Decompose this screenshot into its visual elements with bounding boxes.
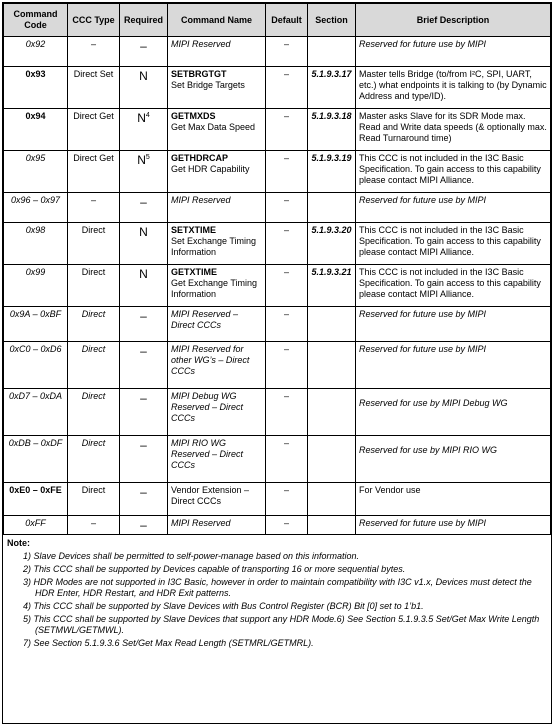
brief-description: For Vendor use (359, 485, 421, 495)
command-name-cell (168, 193, 266, 223)
command-code: 0x98 (25, 225, 46, 235)
section-cell (308, 37, 356, 67)
command-mnemonic: GETMXDS (171, 111, 216, 121)
col-header: CCC Type (68, 4, 120, 37)
ccc-type-cell (68, 389, 120, 436)
description-cell (356, 483, 551, 516)
brief-description: Reserved for use by MIPI RIO WG (359, 445, 498, 455)
section-cell (308, 342, 356, 389)
section-cell (308, 436, 356, 483)
command-name: MIPI Reserved (171, 195, 231, 205)
required-cell (120, 516, 168, 535)
required-value: – (140, 344, 147, 358)
command-name-cell (168, 516, 266, 535)
ccc-type: – (90, 195, 96, 205)
default-cell (266, 67, 308, 109)
default-cell (266, 483, 308, 516)
ccc-type: Direct (81, 485, 106, 495)
command-code: 0xFF (25, 518, 46, 528)
brief-description: This CCC is not included in the I3C Basic Specification. To gain access to this capability please contact MIPI Alliance. (359, 153, 541, 185)
ccc-type-cell (68, 109, 120, 151)
footnote-ref: 4 (145, 112, 150, 119)
section-cell (308, 516, 356, 535)
table-row (4, 265, 551, 307)
ccc-type-cell (68, 516, 120, 535)
brief-description: Reserved for future use by MIPI (359, 344, 487, 354)
command-name-cell (168, 389, 266, 436)
ccc-type: – (90, 39, 96, 49)
table-row (4, 37, 551, 67)
description-cell (356, 193, 551, 223)
command-name: Set Bridge Targets (171, 80, 245, 90)
ccc-type-cell (68, 37, 120, 67)
ccc-type-cell (68, 307, 120, 342)
command-mnemonic: SETBRGTGT (171, 69, 227, 79)
required-cell (120, 193, 168, 223)
brief-description: Reserved for future use by MIPI (359, 195, 487, 205)
note-item: 4) This CCC shall be supported by Slave Devices with Bus Control Register (BCR) Bit [0] set to 1’b1. (23, 601, 424, 611)
ccc-type: Direct (81, 309, 106, 319)
description-cell (356, 389, 551, 436)
command-code: 0xDB – 0xDF (8, 438, 63, 448)
default-value: – (283, 485, 289, 495)
command-code-cell (4, 193, 68, 223)
col-header: Required (120, 4, 168, 37)
default-cell (266, 193, 308, 223)
table-row (4, 483, 551, 516)
required-value: N (139, 267, 148, 281)
required-cell (120, 37, 168, 67)
footnote-ref: 5 (145, 154, 150, 161)
command-code: 0xD7 – 0xDA (8, 391, 63, 401)
table-row (4, 193, 551, 223)
required-value: N (139, 69, 148, 83)
command-code: 0x95 (25, 153, 46, 163)
command-code-cell (4, 265, 68, 307)
required-cell (120, 483, 168, 516)
command-name-cell (168, 151, 266, 193)
table-row (4, 223, 551, 265)
table-row (4, 342, 551, 389)
required-cell (120, 307, 168, 342)
ccc-type-cell (68, 151, 120, 193)
section-cell (308, 109, 356, 151)
command-name: MIPI Reserved (171, 39, 231, 49)
default-value: – (283, 39, 289, 49)
default-value: – (283, 111, 289, 121)
ccc-type-cell (68, 265, 120, 307)
ccc-type: – (90, 518, 96, 528)
default-value: – (283, 309, 289, 319)
command-code-cell (4, 307, 68, 342)
section-ref: 5.1.9.3.19 (311, 153, 352, 163)
command-code-cell (4, 342, 68, 389)
command-name-cell (168, 342, 266, 389)
brief-description: Reserved for future use by MIPI (359, 39, 487, 49)
brief-description: Master tells Bridge (to/from I²C, SPI, UART, etc.) what endpoints it is talking to (by Dynamic Address and type/ID). (359, 69, 547, 101)
command-name-cell (168, 109, 266, 151)
command-code: 0xC0 – 0xD6 (9, 344, 62, 354)
ccc-type-cell (68, 342, 120, 389)
note-item: 7) See Section 5.1.9.3.6 Set/Get Max Read Length (SETMRL/GETMRL). (23, 638, 314, 648)
default-value: – (283, 344, 289, 354)
command-mnemonic: SETXTIME (171, 225, 217, 235)
description-cell (356, 265, 551, 307)
default-value: – (283, 69, 289, 79)
col-header: Command Code (4, 4, 68, 37)
command-name: MIPI Reserved – Direct CCCs (171, 309, 239, 330)
default-cell (266, 151, 308, 193)
section-cell (308, 193, 356, 223)
section-cell (308, 151, 356, 193)
description-cell (356, 516, 551, 535)
command-name-cell (168, 307, 266, 342)
col-header: Section (308, 4, 356, 37)
required-value: – (140, 391, 147, 405)
ccc-type-cell (68, 193, 120, 223)
command-name-cell (168, 436, 266, 483)
default-cell (266, 109, 308, 151)
command-code-cell (4, 223, 68, 265)
default-value: – (283, 518, 289, 528)
default-value: – (283, 438, 289, 448)
default-value: – (283, 391, 289, 401)
brief-description: Reserved for future use by MIPI (359, 309, 487, 319)
spacer (359, 438, 547, 445)
default-cell (266, 342, 308, 389)
required-cell (120, 265, 168, 307)
command-name: Get Max Data Speed (171, 122, 256, 132)
command-code: 0x94 (25, 111, 46, 121)
description-cell (356, 307, 551, 342)
default-cell (266, 436, 308, 483)
command-name-cell (168, 265, 266, 307)
required-value: – (140, 39, 147, 53)
ccc-type-cell (68, 67, 120, 109)
command-mnemonic: GETHDRCAP (171, 153, 229, 163)
command-code-cell (4, 37, 68, 67)
description-cell (356, 109, 551, 151)
table-row (4, 307, 551, 342)
section-cell (308, 265, 356, 307)
section-ref: 5.1.9.3.20 (311, 225, 352, 235)
command-code-cell (4, 389, 68, 436)
default-cell (266, 516, 308, 535)
command-code: 0xE0 – 0xFE (9, 485, 62, 495)
ccc-type: Direct (81, 225, 106, 235)
ccc-table (3, 3, 551, 535)
section-cell (308, 67, 356, 109)
ccc-type: Direct (81, 344, 106, 354)
col-header: Brief Description (356, 4, 551, 37)
section-cell (308, 483, 356, 516)
ccc-type: Direct Get (73, 153, 114, 163)
notes-title: Note: (7, 538, 30, 548)
ccc-type-cell (68, 223, 120, 265)
brief-description: This CCC is not included in the I3C Basic Specification. To gain access to this capability please contact MIPI Alliance. (359, 225, 541, 257)
command-name-cell (168, 37, 266, 67)
table-body (4, 37, 551, 535)
required-cell (120, 223, 168, 265)
ccc-type: Direct (81, 438, 106, 448)
command-code-cell (4, 151, 68, 193)
section-cell (308, 389, 356, 436)
ccc-table-page (2, 2, 552, 724)
brief-description: Reserved for use by MIPI Debug WG (359, 398, 508, 408)
required-value: – (140, 485, 147, 499)
table-row (4, 389, 551, 436)
description-cell (356, 223, 551, 265)
default-value: – (283, 153, 289, 163)
note-item: 3) HDR Modes are not supported in I3C Basic, however in order to maintain compatibility with I3C v1.x, Devices must detect the HDR Enter, HDR Restart, and HDR Exit patterns. (23, 577, 532, 598)
description-cell (356, 37, 551, 67)
command-mnemonic: GETXTIME (171, 267, 218, 277)
default-cell (266, 223, 308, 265)
table-header (4, 4, 551, 37)
required-value: – (140, 518, 147, 532)
required-cell (120, 67, 168, 109)
command-name-cell (168, 483, 266, 516)
table-row (4, 151, 551, 193)
brief-description: Reserved for future use by MIPI (359, 518, 487, 528)
brief-description: This CCC is not included in the I3C Basic Specification. To gain access to this capability please contact MIPI Alliance. (359, 267, 541, 299)
required-value: N (137, 153, 146, 167)
command-code-cell (4, 436, 68, 483)
col-header: Command Name (168, 4, 266, 37)
command-code-cell (4, 516, 68, 535)
required-cell (120, 109, 168, 151)
table-row (4, 67, 551, 109)
command-name-cell (168, 67, 266, 109)
note-item: 2) This CCC shall be supported by Devices capable of transporting 16 or more sequential bytes. (23, 564, 406, 574)
required-cell (120, 389, 168, 436)
ccc-type-cell (68, 436, 120, 483)
command-code: 0x99 (25, 267, 46, 277)
command-name: MIPI Debug WG Reserved – Direct CCCs (171, 391, 244, 423)
table-row (4, 109, 551, 151)
command-code-cell (4, 67, 68, 109)
brief-description: Master asks Slave for its SDR Mode max. Read and Write data speeds (& optionally max. Read Turnaround time) (359, 111, 547, 143)
description-cell (356, 67, 551, 109)
col-header: Default (266, 4, 308, 37)
required-value: – (140, 195, 147, 209)
table-row (4, 436, 551, 483)
ccc-type: Direct (81, 267, 106, 277)
default-cell (266, 389, 308, 436)
ccc-type-cell (68, 483, 120, 516)
section-ref: 5.1.9.3.21 (311, 267, 352, 277)
command-name: Get HDR Capability (171, 164, 250, 174)
section-ref: 5.1.9.3.17 (311, 69, 352, 79)
ccc-type: Direct Set (73, 69, 114, 79)
command-code: 0x96 – 0x97 (10, 195, 61, 205)
command-code: 0x92 (25, 39, 46, 49)
spacer (359, 391, 547, 398)
note-item: 1) Slave Devices shall be permitted to self-power-manage based on this information. (23, 551, 360, 561)
default-cell (266, 37, 308, 67)
default-value: – (283, 225, 289, 235)
required-cell (120, 151, 168, 193)
ccc-type: Direct (81, 391, 106, 401)
required-value: N (139, 225, 148, 239)
section-cell (308, 307, 356, 342)
command-code: 0x9A – 0xBF (9, 309, 62, 319)
command-name: MIPI RIO WG Reserved – Direct CCCs (171, 438, 244, 470)
command-code-cell (4, 483, 68, 516)
table-row (4, 516, 551, 535)
required-cell (120, 436, 168, 483)
command-code: 0x93 (25, 69, 46, 79)
required-value: – (140, 438, 147, 452)
note-item: 5) This CCC shall be supported by Slave Devices that support any HDR Mode.6) See Section 5.1.9.3.5 Set/Get Max Write Length (SETMWL/GETMWL). (23, 614, 540, 635)
default-value: – (283, 195, 289, 205)
default-cell (266, 307, 308, 342)
description-cell (356, 151, 551, 193)
required-cell (120, 342, 168, 389)
notes-section (3, 535, 551, 649)
description-cell (356, 342, 551, 389)
required-value: N (137, 111, 146, 125)
command-name: MIPI Reserved for other WG’s – Direct CCCs (171, 344, 250, 376)
command-name: MIPI Reserved (171, 518, 231, 528)
section-ref: 5.1.9.3.18 (311, 111, 352, 121)
default-cell (266, 265, 308, 307)
command-name: Get Exchange Timing Information (171, 278, 258, 299)
description-cell (356, 436, 551, 483)
command-code-cell (4, 109, 68, 151)
section-cell (308, 223, 356, 265)
command-name: Set Exchange Timing Information (171, 236, 257, 257)
required-value: – (140, 309, 147, 323)
ccc-type: Direct Get (73, 111, 114, 121)
command-name-cell (168, 223, 266, 265)
default-value: – (283, 267, 289, 277)
command-name: Vendor Extension – Direct CCCs (171, 485, 250, 506)
